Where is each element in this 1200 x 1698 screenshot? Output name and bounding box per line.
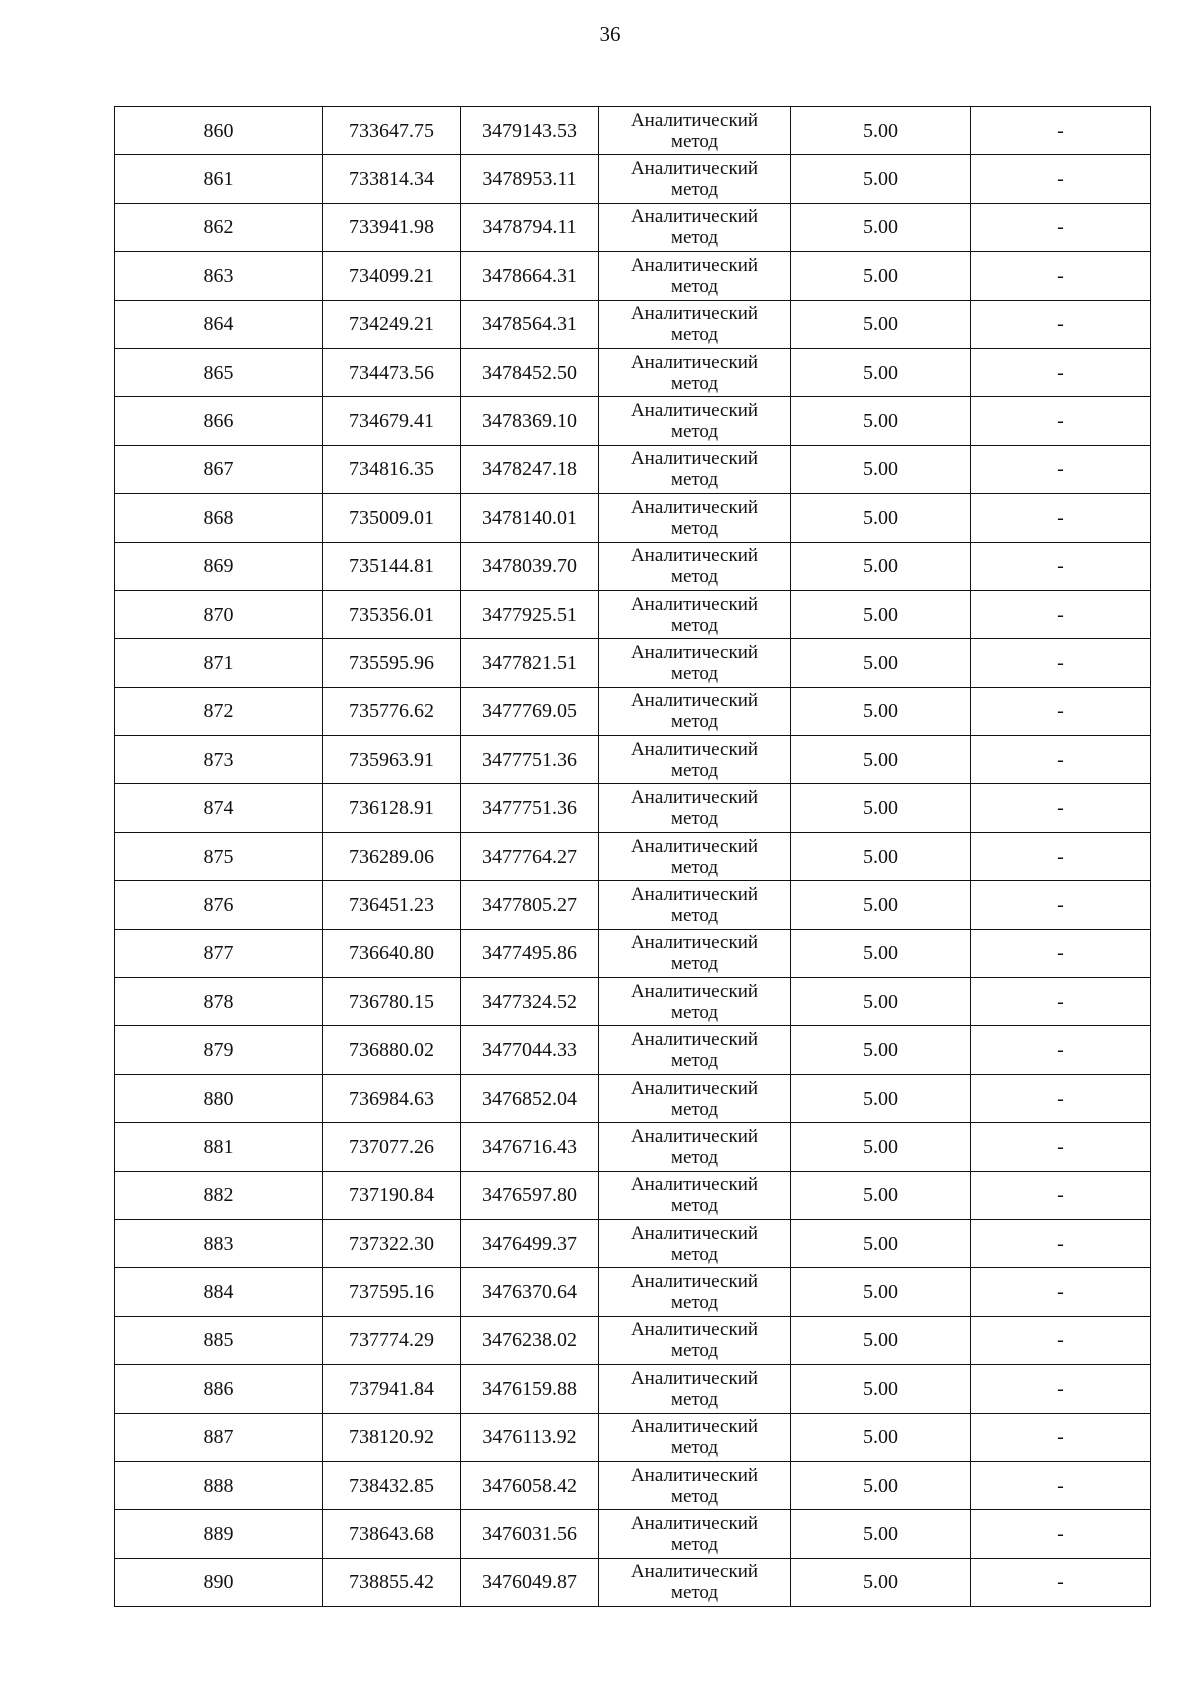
method-label-line1: Аналитический bbox=[630, 932, 759, 954]
x-coordinate-cell: 737595.16 bbox=[323, 1268, 461, 1316]
y-coordinate-cell: 3476058.42 bbox=[461, 1461, 599, 1509]
point-number-cell: 880 bbox=[115, 1074, 323, 1122]
y-coordinate-cell: 3479143.53 bbox=[461, 107, 599, 155]
point-number-cell: 872 bbox=[115, 687, 323, 735]
method-label-line2: метод bbox=[670, 227, 719, 249]
method-label-line1: Аналитический bbox=[630, 1319, 759, 1341]
point-number-cell: 879 bbox=[115, 1026, 323, 1074]
y-coordinate-cell: 3476852.04 bbox=[461, 1074, 599, 1122]
point-number-cell: 860 bbox=[115, 107, 323, 155]
note-cell: - bbox=[971, 736, 1151, 784]
table-row bbox=[115, 978, 1151, 1026]
method-label-line1: Аналитический bbox=[630, 109, 759, 131]
method-label-line2: метод bbox=[670, 1292, 719, 1314]
point-number-cell: 865 bbox=[115, 348, 323, 396]
precision-cell: 5.00 bbox=[791, 784, 971, 832]
point-number-cell: 876 bbox=[115, 881, 323, 929]
precision-cell: 5.00 bbox=[791, 300, 971, 348]
x-coordinate-cell: 735776.62 bbox=[323, 687, 461, 735]
method-cell bbox=[599, 736, 791, 784]
precision-cell: 5.00 bbox=[791, 348, 971, 396]
x-coordinate-cell: 738432.85 bbox=[323, 1461, 461, 1509]
method-label-line2: метод bbox=[670, 856, 719, 878]
table-row bbox=[115, 1026, 1151, 1074]
method-cell bbox=[599, 590, 791, 638]
point-number-cell: 868 bbox=[115, 494, 323, 542]
method-label-line2: метод bbox=[670, 711, 719, 733]
method-label-line2: метод bbox=[670, 566, 719, 588]
page-number: 36 bbox=[599, 22, 621, 46]
point-number-cell: 889 bbox=[115, 1510, 323, 1558]
table-row bbox=[115, 348, 1151, 396]
method-label-line2: метод bbox=[670, 1437, 719, 1459]
note-cell: - bbox=[971, 1558, 1151, 1606]
x-coordinate-cell: 733647.75 bbox=[323, 107, 461, 155]
method-label-line2: метод bbox=[670, 130, 719, 152]
point-number-cell: 874 bbox=[115, 784, 323, 832]
point-number-cell: 862 bbox=[115, 203, 323, 251]
y-coordinate-cell: 3478247.18 bbox=[461, 445, 599, 493]
x-coordinate-cell: 734099.21 bbox=[323, 252, 461, 300]
point-number-cell: 878 bbox=[115, 978, 323, 1026]
point-number-cell: 888 bbox=[115, 1461, 323, 1509]
precision-cell: 5.00 bbox=[791, 1074, 971, 1122]
y-coordinate-cell: 3476159.88 bbox=[461, 1365, 599, 1413]
y-coordinate-cell: 3476499.37 bbox=[461, 1219, 599, 1267]
note-cell: - bbox=[971, 881, 1151, 929]
precision-cell: 5.00 bbox=[791, 590, 971, 638]
x-coordinate-cell: 737077.26 bbox=[323, 1123, 461, 1171]
precision-cell: 5.00 bbox=[791, 445, 971, 493]
method-label-line2: метод bbox=[670, 1582, 719, 1604]
precision-cell: 5.00 bbox=[791, 1123, 971, 1171]
method-cell bbox=[599, 203, 791, 251]
method-label-line1: Аналитический bbox=[630, 158, 759, 180]
precision-cell: 5.00 bbox=[791, 1171, 971, 1219]
method-label-line1: Аналитический bbox=[630, 206, 759, 228]
method-cell bbox=[599, 155, 791, 203]
table-row bbox=[115, 590, 1151, 638]
method-label-line2: метод bbox=[670, 275, 719, 297]
method-label-line1: Аналитический bbox=[630, 351, 759, 373]
method-cell bbox=[599, 1219, 791, 1267]
method-label-line2: метод bbox=[670, 517, 719, 539]
coordinates-table bbox=[114, 106, 1151, 1607]
method-cell bbox=[599, 978, 791, 1026]
x-coordinate-cell: 736984.63 bbox=[323, 1074, 461, 1122]
y-coordinate-cell: 3478369.10 bbox=[461, 397, 599, 445]
note-cell: - bbox=[971, 1413, 1151, 1461]
y-coordinate-cell: 3478953.11 bbox=[461, 155, 599, 203]
note-cell: - bbox=[971, 1461, 1151, 1509]
precision-cell: 5.00 bbox=[791, 687, 971, 735]
y-coordinate-cell: 3476238.02 bbox=[461, 1316, 599, 1364]
method-cell bbox=[599, 832, 791, 880]
y-coordinate-cell: 3476370.64 bbox=[461, 1268, 599, 1316]
note-cell: - bbox=[971, 590, 1151, 638]
method-label-line2: метод bbox=[670, 1001, 719, 1023]
y-coordinate-cell: 3477044.33 bbox=[461, 1026, 599, 1074]
method-cell bbox=[599, 639, 791, 687]
note-cell: - bbox=[971, 107, 1151, 155]
precision-cell: 5.00 bbox=[791, 1219, 971, 1267]
x-coordinate-cell: 737774.29 bbox=[323, 1316, 461, 1364]
method-cell bbox=[599, 1026, 791, 1074]
y-coordinate-cell: 3478664.31 bbox=[461, 252, 599, 300]
y-coordinate-cell: 3477751.36 bbox=[461, 784, 599, 832]
method-label-line2: метод bbox=[670, 469, 719, 491]
method-cell bbox=[599, 1558, 791, 1606]
precision-cell: 5.00 bbox=[791, 1316, 971, 1364]
table-row bbox=[115, 1219, 1151, 1267]
method-cell bbox=[599, 929, 791, 977]
point-number-cell: 882 bbox=[115, 1171, 323, 1219]
method-label-line2: метод bbox=[670, 324, 719, 346]
note-cell: - bbox=[971, 1123, 1151, 1171]
precision-cell: 5.00 bbox=[791, 542, 971, 590]
note-cell: - bbox=[971, 252, 1151, 300]
method-label-line2: метод bbox=[670, 808, 719, 830]
method-label-line2: метод bbox=[670, 372, 719, 394]
precision-cell: 5.00 bbox=[791, 1461, 971, 1509]
method-label-line2: метод bbox=[670, 614, 719, 636]
x-coordinate-cell: 734473.56 bbox=[323, 348, 461, 396]
method-cell bbox=[599, 1268, 791, 1316]
table-row bbox=[115, 1074, 1151, 1122]
x-coordinate-cell: 737322.30 bbox=[323, 1219, 461, 1267]
table-row bbox=[115, 155, 1151, 203]
x-coordinate-cell: 738643.68 bbox=[323, 1510, 461, 1558]
table-row bbox=[115, 929, 1151, 977]
method-cell bbox=[599, 1510, 791, 1558]
table-row bbox=[115, 1365, 1151, 1413]
table-row bbox=[115, 784, 1151, 832]
note-cell: - bbox=[971, 639, 1151, 687]
note-cell: - bbox=[971, 1171, 1151, 1219]
method-label-line2: метод bbox=[670, 179, 719, 201]
note-cell: - bbox=[971, 1268, 1151, 1316]
x-coordinate-cell: 735356.01 bbox=[323, 590, 461, 638]
point-number-cell: 869 bbox=[115, 542, 323, 590]
note-cell: - bbox=[971, 687, 1151, 735]
precision-cell: 5.00 bbox=[791, 639, 971, 687]
table-row bbox=[115, 1268, 1151, 1316]
note-cell: - bbox=[971, 1365, 1151, 1413]
table-row bbox=[115, 445, 1151, 493]
note-cell: - bbox=[971, 784, 1151, 832]
y-coordinate-cell: 3477821.51 bbox=[461, 639, 599, 687]
method-label-line1: Аналитический bbox=[630, 883, 759, 905]
point-number-cell: 870 bbox=[115, 590, 323, 638]
method-label-line1: Аналитический bbox=[630, 738, 759, 760]
x-coordinate-cell: 734249.21 bbox=[323, 300, 461, 348]
precision-cell: 5.00 bbox=[791, 1268, 971, 1316]
precision-cell: 5.00 bbox=[791, 1558, 971, 1606]
method-cell bbox=[599, 784, 791, 832]
y-coordinate-cell: 3476597.80 bbox=[461, 1171, 599, 1219]
x-coordinate-cell: 734816.35 bbox=[323, 445, 461, 493]
x-coordinate-cell: 735963.91 bbox=[323, 736, 461, 784]
method-label-line1: Аналитический bbox=[630, 1271, 759, 1293]
point-number-cell: 867 bbox=[115, 445, 323, 493]
precision-cell: 5.00 bbox=[791, 929, 971, 977]
point-number-cell: 881 bbox=[115, 1123, 323, 1171]
method-cell bbox=[599, 1074, 791, 1122]
point-number-cell: 887 bbox=[115, 1413, 323, 1461]
precision-cell: 5.00 bbox=[791, 397, 971, 445]
point-number-cell: 863 bbox=[115, 252, 323, 300]
x-coordinate-cell: 736451.23 bbox=[323, 881, 461, 929]
note-cell: - bbox=[971, 445, 1151, 493]
method-label-line2: метод bbox=[670, 904, 719, 926]
x-coordinate-cell: 735595.96 bbox=[323, 639, 461, 687]
note-cell: - bbox=[971, 1026, 1151, 1074]
x-coordinate-cell: 736128.91 bbox=[323, 784, 461, 832]
method-label-line2: метод bbox=[670, 759, 719, 781]
table-row bbox=[115, 1461, 1151, 1509]
method-label-line2: метод bbox=[670, 1195, 719, 1217]
table-row bbox=[115, 1510, 1151, 1558]
method-label-line1: Аналитический bbox=[630, 1077, 759, 1099]
x-coordinate-cell: 733814.34 bbox=[323, 155, 461, 203]
precision-cell: 5.00 bbox=[791, 978, 971, 1026]
precision-cell: 5.00 bbox=[791, 832, 971, 880]
x-coordinate-cell: 735009.01 bbox=[323, 494, 461, 542]
method-cell bbox=[599, 1365, 791, 1413]
note-cell: - bbox=[971, 397, 1151, 445]
method-label-line1: Аналитический bbox=[630, 1513, 759, 1535]
table-row bbox=[115, 1558, 1151, 1606]
precision-cell: 5.00 bbox=[791, 1026, 971, 1074]
note-cell: - bbox=[971, 1219, 1151, 1267]
note-cell: - bbox=[971, 978, 1151, 1026]
table-row bbox=[115, 639, 1151, 687]
point-number-cell: 885 bbox=[115, 1316, 323, 1364]
method-label-line2: метод bbox=[670, 1050, 719, 1072]
y-coordinate-cell: 3478039.70 bbox=[461, 542, 599, 590]
y-coordinate-cell: 3477324.52 bbox=[461, 978, 599, 1026]
y-coordinate-cell: 3478564.31 bbox=[461, 300, 599, 348]
x-coordinate-cell: 738120.92 bbox=[323, 1413, 461, 1461]
method-label-line1: Аналитический bbox=[630, 1222, 759, 1244]
note-cell: - bbox=[971, 203, 1151, 251]
table-row bbox=[115, 832, 1151, 880]
method-cell bbox=[599, 397, 791, 445]
table-row bbox=[115, 1171, 1151, 1219]
precision-cell: 5.00 bbox=[791, 1365, 971, 1413]
method-label-line2: метод bbox=[670, 1243, 719, 1265]
x-coordinate-cell: 736780.15 bbox=[323, 978, 461, 1026]
method-label-line1: Аналитический bbox=[630, 593, 759, 615]
method-label-line1: Аналитический bbox=[630, 1367, 759, 1389]
precision-cell: 5.00 bbox=[791, 252, 971, 300]
method-cell bbox=[599, 107, 791, 155]
method-label-line2: метод bbox=[670, 662, 719, 684]
table-row bbox=[115, 397, 1151, 445]
method-label-line1: Аналитический bbox=[630, 400, 759, 422]
table-body bbox=[115, 107, 1151, 1607]
method-cell bbox=[599, 1171, 791, 1219]
note-cell: - bbox=[971, 494, 1151, 542]
method-label-line1: Аналитический bbox=[630, 545, 759, 567]
method-cell bbox=[599, 445, 791, 493]
precision-cell: 5.00 bbox=[791, 203, 971, 251]
x-coordinate-cell: 735144.81 bbox=[323, 542, 461, 590]
table-row bbox=[115, 1316, 1151, 1364]
method-label-line1: Аналитический bbox=[630, 303, 759, 325]
y-coordinate-cell: 3477495.86 bbox=[461, 929, 599, 977]
precision-cell: 5.00 bbox=[791, 1510, 971, 1558]
point-number-cell: 875 bbox=[115, 832, 323, 880]
point-number-cell: 866 bbox=[115, 397, 323, 445]
x-coordinate-cell: 737190.84 bbox=[323, 1171, 461, 1219]
y-coordinate-cell: 3477769.05 bbox=[461, 687, 599, 735]
point-number-cell: 873 bbox=[115, 736, 323, 784]
precision-cell: 5.00 bbox=[791, 107, 971, 155]
note-cell: - bbox=[971, 929, 1151, 977]
precision-cell: 5.00 bbox=[791, 494, 971, 542]
method-label-line1: Аналитический bbox=[630, 1464, 759, 1486]
note-cell: - bbox=[971, 1074, 1151, 1122]
method-label-line1: Аналитический bbox=[630, 1416, 759, 1438]
method-cell bbox=[599, 1413, 791, 1461]
note-cell: - bbox=[971, 832, 1151, 880]
method-label-line1: Аналитический bbox=[630, 690, 759, 712]
y-coordinate-cell: 3476113.92 bbox=[461, 1413, 599, 1461]
precision-cell: 5.00 bbox=[791, 155, 971, 203]
note-cell: - bbox=[971, 348, 1151, 396]
method-cell bbox=[599, 542, 791, 590]
method-label-line1: Аналитический bbox=[630, 980, 759, 1002]
note-cell: - bbox=[971, 155, 1151, 203]
method-label-line1: Аналитический bbox=[630, 1561, 759, 1583]
y-coordinate-cell: 3477764.27 bbox=[461, 832, 599, 880]
table-row bbox=[115, 881, 1151, 929]
method-label-line2: метод bbox=[670, 1340, 719, 1362]
y-coordinate-cell: 3476716.43 bbox=[461, 1123, 599, 1171]
table-row bbox=[115, 300, 1151, 348]
point-number-cell: 871 bbox=[115, 639, 323, 687]
method-label-line1: Аналитический bbox=[630, 835, 759, 857]
method-label-line1: Аналитический bbox=[630, 448, 759, 470]
note-cell: - bbox=[971, 1510, 1151, 1558]
x-coordinate-cell: 738855.42 bbox=[323, 1558, 461, 1606]
y-coordinate-cell: 3478140.01 bbox=[461, 494, 599, 542]
table-row bbox=[115, 107, 1151, 155]
method-label-line2: метод bbox=[670, 1534, 719, 1556]
point-number-cell: 890 bbox=[115, 1558, 323, 1606]
point-number-cell: 884 bbox=[115, 1268, 323, 1316]
method-label-line2: метод bbox=[670, 1388, 719, 1410]
y-coordinate-cell: 3476049.87 bbox=[461, 1558, 599, 1606]
method-label-line2: метод bbox=[670, 1485, 719, 1507]
x-coordinate-cell: 737941.84 bbox=[323, 1365, 461, 1413]
method-cell bbox=[599, 881, 791, 929]
method-cell bbox=[599, 252, 791, 300]
x-coordinate-cell: 736289.06 bbox=[323, 832, 461, 880]
table-row bbox=[115, 252, 1151, 300]
y-coordinate-cell: 3477925.51 bbox=[461, 590, 599, 638]
method-label-line1: Аналитический bbox=[630, 641, 759, 663]
method-label-line2: метод bbox=[670, 421, 719, 443]
x-coordinate-cell: 736880.02 bbox=[323, 1026, 461, 1074]
y-coordinate-cell: 3477751.36 bbox=[461, 736, 599, 784]
method-label-line1: Аналитический bbox=[630, 1029, 759, 1051]
table-row bbox=[115, 542, 1151, 590]
table-row bbox=[115, 1123, 1151, 1171]
precision-cell: 5.00 bbox=[791, 881, 971, 929]
method-cell bbox=[599, 1461, 791, 1509]
point-number-cell: 877 bbox=[115, 929, 323, 977]
x-coordinate-cell: 736640.80 bbox=[323, 929, 461, 977]
method-cell bbox=[599, 494, 791, 542]
precision-cell: 5.00 bbox=[791, 1413, 971, 1461]
precision-cell: 5.00 bbox=[791, 736, 971, 784]
y-coordinate-cell: 3476031.56 bbox=[461, 1510, 599, 1558]
point-number-cell: 861 bbox=[115, 155, 323, 203]
y-coordinate-cell: 3478452.50 bbox=[461, 348, 599, 396]
method-label-line2: метод bbox=[670, 953, 719, 975]
method-label-line1: Аналитический bbox=[630, 787, 759, 809]
table-row bbox=[115, 687, 1151, 735]
note-cell: - bbox=[971, 300, 1151, 348]
note-cell: - bbox=[971, 542, 1151, 590]
table-row bbox=[115, 494, 1151, 542]
table-row bbox=[115, 736, 1151, 784]
point-number-cell: 883 bbox=[115, 1219, 323, 1267]
method-label-line2: метод bbox=[670, 1146, 719, 1168]
point-number-cell: 886 bbox=[115, 1365, 323, 1413]
note-cell: - bbox=[971, 1316, 1151, 1364]
method-cell bbox=[599, 687, 791, 735]
method-cell bbox=[599, 1316, 791, 1364]
method-cell bbox=[599, 300, 791, 348]
method-label-line1: Аналитический bbox=[630, 496, 759, 518]
method-cell bbox=[599, 348, 791, 396]
method-label-line1: Аналитический bbox=[630, 254, 759, 276]
y-coordinate-cell: 3478794.11 bbox=[461, 203, 599, 251]
table-row bbox=[115, 1413, 1151, 1461]
x-coordinate-cell: 734679.41 bbox=[323, 397, 461, 445]
table-row bbox=[115, 203, 1151, 251]
method-label-line1: Аналитический bbox=[630, 1174, 759, 1196]
point-number-cell: 864 bbox=[115, 300, 323, 348]
method-cell bbox=[599, 1123, 791, 1171]
y-coordinate-cell: 3477805.27 bbox=[461, 881, 599, 929]
x-coordinate-cell: 733941.98 bbox=[323, 203, 461, 251]
method-label-line1: Аналитический bbox=[630, 1125, 759, 1147]
method-label-line2: метод bbox=[670, 1098, 719, 1120]
